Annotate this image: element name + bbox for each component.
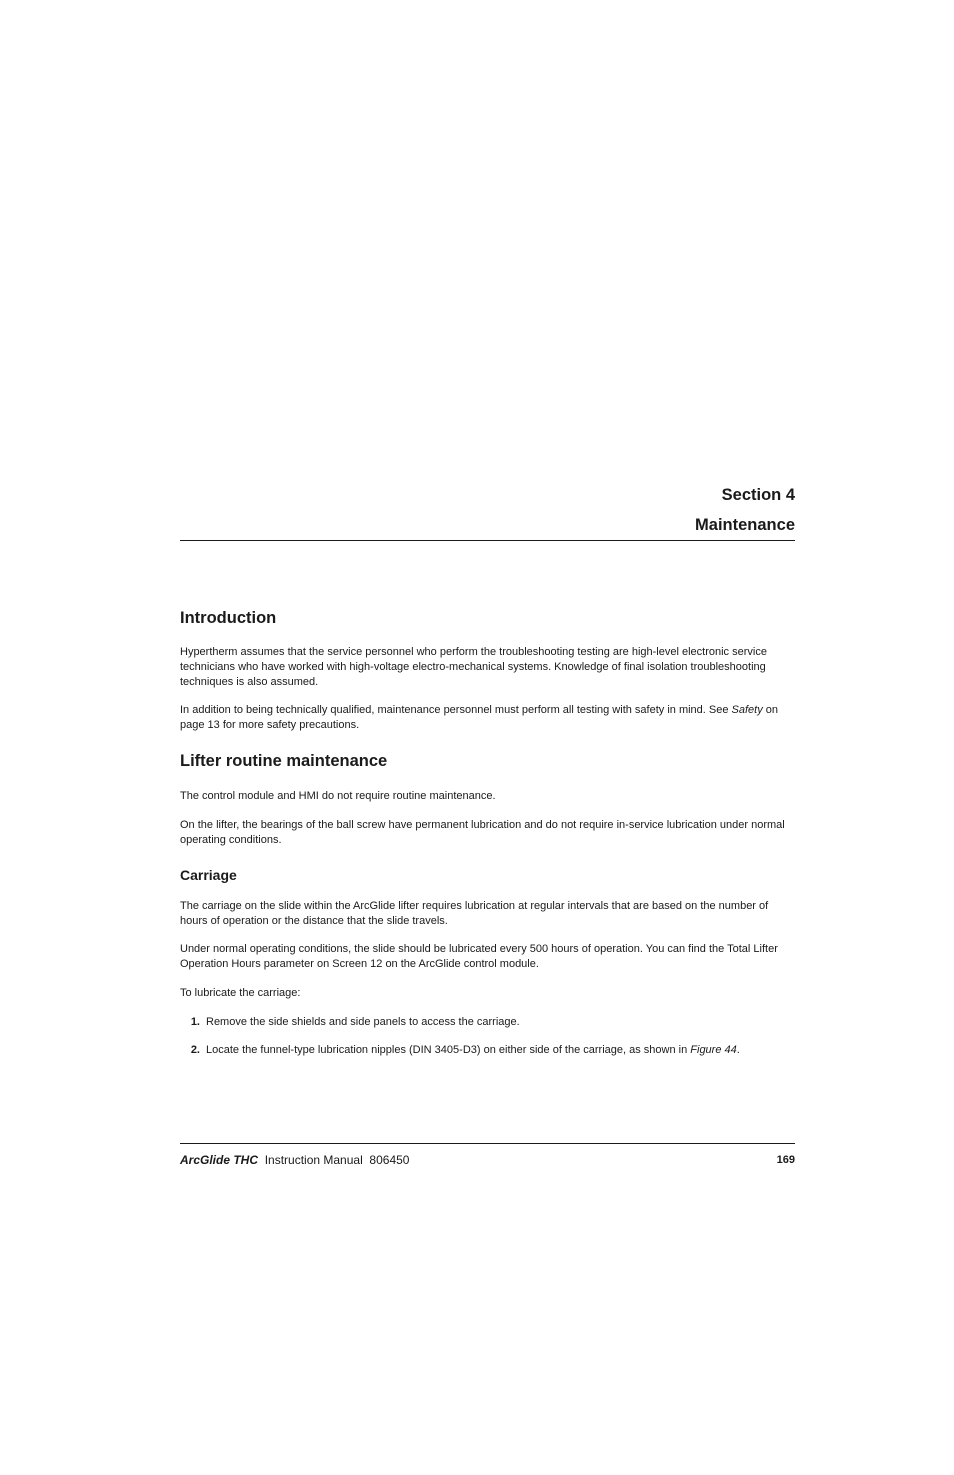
footer-rule bbox=[180, 1143, 795, 1144]
step-number: 2. bbox=[190, 1044, 200, 1056]
carriage-paragraph-1: The carriage on the slide within the ArcGlide lifter requires lubrication at regular intervals that are based on the number of hours of operation or the distance that the slide travels. bbox=[180, 900, 769, 927]
header-rule bbox=[180, 540, 795, 541]
step-number: 1. bbox=[190, 1016, 200, 1028]
section-title: Maintenance bbox=[695, 516, 795, 534]
section-label: Section 4 bbox=[721, 486, 795, 504]
step-2 bbox=[180, 1043, 795, 1058]
lifter-paragraph-1: The control module and HMI do not require routine maintenance. bbox=[180, 790, 496, 802]
lifter-paragraph-2: On the lifter, the bearings of the ball screw have permanent lubrication and do not require in-service lubrication under normal operating conditions. bbox=[180, 819, 785, 846]
step-1 bbox=[180, 1015, 795, 1030]
introduction-paragraph-2: In addition to being technically qualified, maintenance personnel must perform all testing with safety in mind. See Safety on page 13 for more safety precautions. bbox=[180, 704, 779, 731]
step-text: Locate the funnel-type lubrication nipples (DIN 3405-D3) on either side of the carriage, as shown in Figure 44. bbox=[206, 1044, 740, 1056]
step-text: Remove the side shields and side panels to access the carriage. bbox=[206, 1016, 520, 1028]
page-footer bbox=[180, 1153, 795, 1167]
figure-reference-link[interactable]: Figure 44 bbox=[690, 1044, 737, 1056]
introduction-paragraph-1: Hypertherm assumes that the service personnel who perform the troubleshooting testing are high-level electronic service technicians who have worked with high-voltage electro-mechanical systems. Knowledge of final isolation troubleshooting techniques is also assumed. bbox=[180, 646, 767, 688]
footer-part-number: 806450 bbox=[369, 1153, 410, 1167]
safety-reference-link[interactable]: Safety bbox=[731, 704, 763, 716]
carriage-paragraph-2: Under normal operating conditions, the slide should be lubricated every 500 hours of operation. You can find the Total Lifter Operation Hours parameter on Screen 12 on the ArcGlide control module. bbox=[180, 943, 778, 970]
lifter-maintenance-heading: Lifter routine maintenance bbox=[180, 752, 388, 770]
carriage-paragraph-3: To lubricate the carriage: bbox=[180, 987, 301, 999]
footer-page-number: 169 bbox=[776, 1154, 795, 1166]
footer-product-name: ArcGlide THC bbox=[180, 1153, 259, 1167]
introduction-heading: Introduction bbox=[180, 609, 277, 627]
footer-doc-title: Instruction Manual bbox=[264, 1153, 363, 1167]
carriage-heading: Carriage bbox=[180, 867, 237, 883]
